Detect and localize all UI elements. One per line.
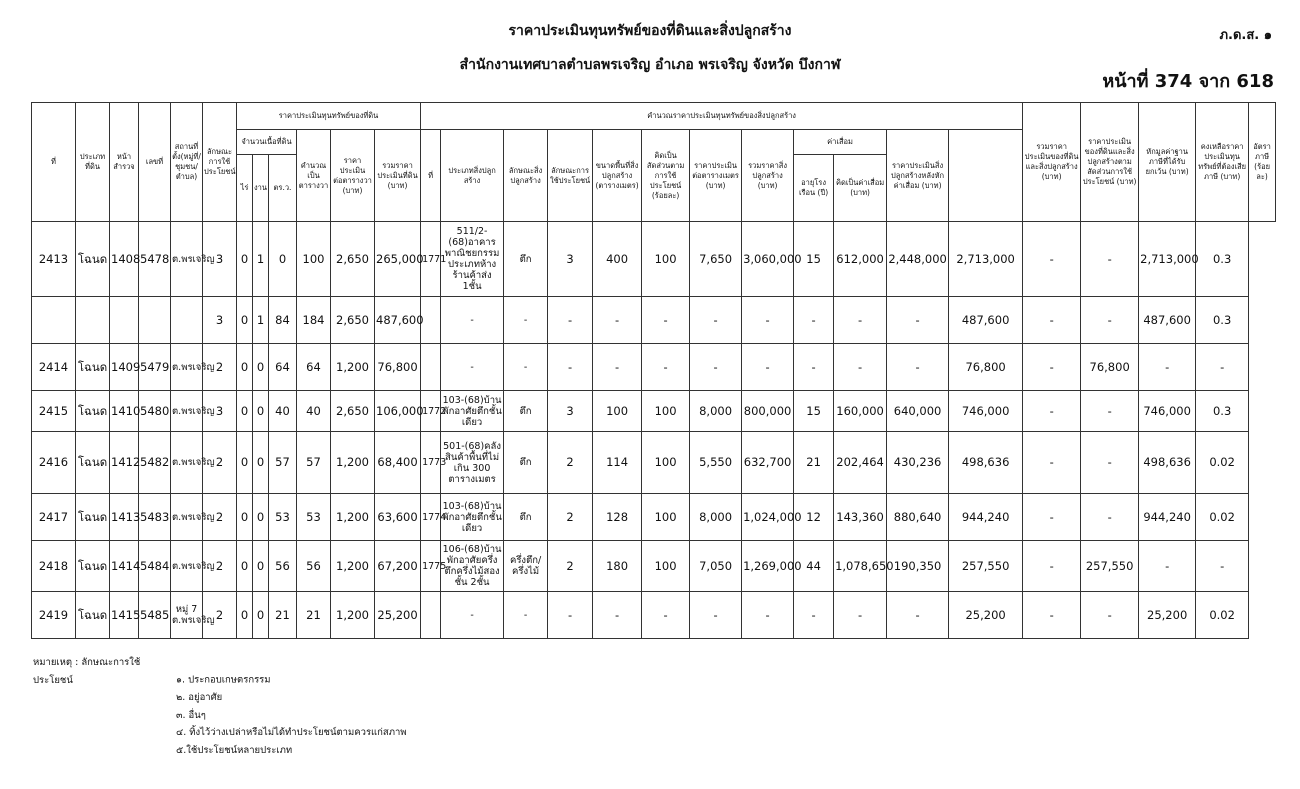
cell-b-price: 8,000 — [690, 391, 742, 432]
cell-prop-value: - — [1023, 541, 1081, 592]
col-header-location: สถานที่ตั้ง(หมู่ที่/ชุมชน/ตำบล) — [171, 103, 203, 222]
cell-no: 2414 — [32, 344, 76, 391]
cell-b-kind: ตึก — [504, 391, 548, 432]
cell-b-type: 501-(68)คลังสินค้าพื้นที่ไม่เกิน 300 ตารางเมตร — [441, 432, 504, 494]
cell-exempt: 76,800 — [1081, 344, 1139, 391]
cell-doc-type: โฉนด — [76, 344, 110, 391]
col-header-land-total: รวมราคาประเมินที่ดิน (บาท) — [375, 130, 421, 222]
cell-land-total: 487,600 — [375, 297, 421, 344]
cell-page — [110, 297, 139, 344]
cell-dep-amount: 160,000 — [834, 391, 887, 432]
cell-number: 5484 — [139, 541, 171, 592]
col-header-page: หน้าสำรวจ — [110, 103, 139, 222]
cell-rai: 0 — [237, 222, 253, 297]
cell-location: หมู่ 7 ต.พรเจริญ — [171, 592, 203, 639]
cell-doc-type: โฉนด — [76, 222, 110, 297]
cell-b-no — [421, 344, 441, 391]
cell-b-ratio: 100 — [642, 391, 690, 432]
notes-label: หมายเหตุ : ลักษณะการใช้ประโยชน์ — [33, 657, 141, 686]
cell-dep-amount: 1,078,650 — [834, 541, 887, 592]
cell-after-dep: - — [887, 344, 949, 391]
cell-b-no: 1775 — [421, 541, 441, 592]
cell-ngan: 0 — [253, 592, 269, 639]
cell-land-price: 2,650 — [331, 391, 375, 432]
cell-land-total: 63,600 — [375, 494, 421, 541]
cell-grand-total: 257,550 — [949, 541, 1023, 592]
cell-no: 2419 — [32, 592, 76, 639]
col-header-prop-value: ราคาประเมินของที่ดินและสิ่งปลูกสร้างตามสัดส่วนการใช้ประโยชน์ (บาท) — [1081, 103, 1139, 222]
cell-no: 2415 — [32, 391, 76, 432]
cell-doc-type: โฉนด — [76, 541, 110, 592]
cell-net: 944,240 — [1139, 494, 1196, 541]
col-header-b-total: รวมราคาสิ่งปลูกสร้าง (บาท) — [742, 130, 794, 222]
cell-b-type: 103-(68)บ้านพักอาศัยตึกชั้นเดียว — [441, 494, 504, 541]
cell-sqwa: 184 — [297, 297, 331, 344]
cell-b-no: 1772 — [421, 391, 441, 432]
cell-exempt: 257,550 — [1081, 541, 1139, 592]
cell-usage: 2 — [203, 432, 237, 494]
cell-page: 1408 — [110, 222, 139, 297]
cell-b-price: 7,650 — [690, 222, 742, 297]
cell-dep-amount: 202,464 — [834, 432, 887, 494]
cell-dep-amount: - — [834, 344, 887, 391]
col-header-doc-type: ประเภทที่ดิน — [76, 103, 110, 222]
cell-b-type: 106-(68)บ้านพักอาศัยครึ่งตึกครึ่งไม้สองชั้น 2ชั้น — [441, 541, 504, 592]
cell-usage: 3 — [203, 297, 237, 344]
cell-age: 44 — [794, 541, 834, 592]
cell-b-kind: - — [504, 297, 548, 344]
cell-rate: 0.02 — [1196, 494, 1249, 541]
table-row — [32, 494, 1276, 541]
office-subtitle: สำนักงานเทศบาลตำบลพรเจริญ อำเภอ พรเจริญ จังหวัด บึงกาฬ — [459, 57, 841, 73]
cell-land-price: 1,200 — [331, 432, 375, 494]
cell-grand-total: 2,713,000 — [949, 222, 1023, 297]
cell-b-total: 3,060,000 — [742, 222, 794, 297]
cell-usage: 2 — [203, 344, 237, 391]
cell-age: 12 — [794, 494, 834, 541]
cell-dep-amount: 612,000 — [834, 222, 887, 297]
cell-b-total: - — [742, 344, 794, 391]
cell-net: 487,600 — [1139, 297, 1196, 344]
cell-net: 498,636 — [1139, 432, 1196, 494]
group-header-area: จำนวนเนื้อที่ดิน — [237, 130, 297, 155]
cell-grand-total: 25,200 — [949, 592, 1023, 639]
cell-b-total: 632,700 — [742, 432, 794, 494]
cell-page: 1409 — [110, 344, 139, 391]
col-header-no: ที่ — [32, 103, 76, 222]
cell-sqwa: 53 — [297, 494, 331, 541]
cell-b-price: - — [690, 344, 742, 391]
col-header-b-size: ขนาดพื้นที่สิ่งปลูกสร้าง (ตารางเมตร) — [593, 130, 642, 222]
cell-b-usage: 2 — [548, 541, 593, 592]
table-row — [32, 344, 1276, 391]
note-item: ๕.ใช้ประโยชน์หลายประเภท — [176, 744, 293, 756]
group-header-land: ราคาประเมินทุนทรัพย์ของที่ดิน — [237, 103, 421, 130]
note-item: ๒. อยู่อาศัย — [176, 692, 223, 703]
cell-number: 5480 — [139, 391, 171, 432]
cell-wa: 40 — [269, 391, 297, 432]
note-item: ๓. อื่นๆ — [176, 709, 206, 721]
cell-number: 5483 — [139, 494, 171, 541]
cell-b-size: 128 — [593, 494, 642, 541]
cell-dep-amount: - — [834, 592, 887, 639]
cell-wa: 64 — [269, 344, 297, 391]
cell-b-ratio: - — [642, 297, 690, 344]
cell-wa: 21 — [269, 592, 297, 639]
cell-b-no: 1771 — [421, 222, 441, 297]
col-header-b-no: ที่ — [421, 130, 441, 222]
form-code: ภ.ด.ส. ๑ — [1219, 28, 1272, 43]
col-header-land-price: ราคาประเมินต่อตารางวา (บาท) — [331, 130, 375, 222]
cell-location — [171, 297, 203, 344]
cell-doc-type: โฉนด — [76, 494, 110, 541]
cell-sqwa: 64 — [297, 344, 331, 391]
table-row — [32, 592, 1276, 639]
cell-exempt: - — [1081, 222, 1139, 297]
document-title: ราคาประเมินทุนทรัพย์ของที่ดินและสิ่งปลูกสร้าง — [508, 23, 792, 39]
cell-b-ratio: - — [642, 344, 690, 391]
cell-location: ต.พรเจริญ — [171, 344, 203, 391]
cell-b-usage: - — [548, 344, 593, 391]
cell-page: 1413 — [110, 494, 139, 541]
col-header-exempt: หักมูลค่าฐานภาษีที่ได้รับยกเว้น (บาท) — [1139, 103, 1196, 222]
cell-doc-type: โฉนด — [76, 592, 110, 639]
cell-b-kind: ตึก — [504, 432, 548, 494]
cell-number: 5482 — [139, 432, 171, 494]
cell-b-kind: ตึก — [504, 222, 548, 297]
cell-b-price: 7,050 — [690, 541, 742, 592]
cell-b-kind: ตึก — [504, 494, 548, 541]
col-header-grand-total: รวมราคาประเมินของที่ดินและสิ่งปลูกสร้าง (บาท) — [1023, 103, 1081, 222]
cell-age: 15 — [794, 391, 834, 432]
cell-b-ratio: 100 — [642, 494, 690, 541]
cell-b-total: 800,000 — [742, 391, 794, 432]
table-row — [32, 297, 1276, 344]
cell-grand-total: 76,800 — [949, 344, 1023, 391]
cell-exempt: - — [1081, 391, 1139, 432]
cell-number: 5479 — [139, 344, 171, 391]
cell-dep-amount: 143,360 — [834, 494, 887, 541]
cell-rate: 0.3 — [1196, 297, 1249, 344]
cell-b-total: 1,269,000 — [742, 541, 794, 592]
cell-page: 1412 — [110, 432, 139, 494]
cell-b-kind: - — [504, 592, 548, 639]
cell-b-total: - — [742, 297, 794, 344]
cell-b-usage: - — [548, 592, 593, 639]
cell-b-usage: 2 — [548, 494, 593, 541]
cell-doc-type — [76, 297, 110, 344]
cell-rate: 0.02 — [1196, 592, 1249, 639]
col-header-rai: ไร่ — [237, 155, 253, 222]
cell-land-total: 67,200 — [375, 541, 421, 592]
cell-no: 2417 — [32, 494, 76, 541]
cell-b-kind: ครึ่งตึก/ครึ่งไม้ — [504, 541, 548, 592]
cell-land-total: 265,000 — [375, 222, 421, 297]
cell-b-type: - — [441, 592, 504, 639]
cell-age: 15 — [794, 222, 834, 297]
cell-rate: - — [1196, 344, 1249, 391]
cell-b-size: 114 — [593, 432, 642, 494]
cell-wa: 56 — [269, 541, 297, 592]
cell-number: 5478 — [139, 222, 171, 297]
col-header-after-dep: ราคาประเมินสิ่งปลูกสร้างหลังหักค่าเสื่อม (บาท) — [887, 130, 949, 222]
cell-b-type: - — [441, 344, 504, 391]
cell-net: 25,200 — [1139, 592, 1196, 639]
cell-prop-value: - — [1023, 494, 1081, 541]
cell-b-usage: 2 — [548, 432, 593, 494]
cell-b-type: - — [441, 297, 504, 344]
cell-land-price: 1,200 — [331, 344, 375, 391]
cell-ngan: 0 — [253, 541, 269, 592]
notes-section — [33, 654, 407, 759]
cell-location: ต.พรเจริญ — [171, 432, 203, 494]
cell-sqwa: 100 — [297, 222, 331, 297]
col-header-b-price: ราคาประเมินต่อตารางเมตร (บาท) — [690, 130, 742, 222]
col-header-age: อายุโรงเรือน (ปี) — [794, 155, 834, 222]
cell-b-size: - — [593, 592, 642, 639]
cell-prop-value: - — [1023, 391, 1081, 432]
cell-b-total: - — [742, 592, 794, 639]
cell-usage: 3 — [203, 391, 237, 432]
cell-net: 746,000 — [1139, 391, 1196, 432]
cell-wa: 0 — [269, 222, 297, 297]
cell-usage: 2 — [203, 494, 237, 541]
cell-grand-total: 487,600 — [949, 297, 1023, 344]
cell-ngan: 0 — [253, 391, 269, 432]
cell-number — [139, 297, 171, 344]
note-item: ๔. ทิ้งไว้ว่างเปล่าหรือไม่ได้ทำประโยชน์ตามควรแก่สภาพ — [176, 727, 407, 738]
cell-b-size: - — [593, 297, 642, 344]
cell-b-ratio: 100 — [642, 222, 690, 297]
note-item: ๑. ประกอบเกษตรกรรม — [176, 674, 271, 686]
col-header-ngan: งาน — [253, 155, 269, 222]
cell-b-price: 5,550 — [690, 432, 742, 494]
cell-sqwa: 40 — [297, 391, 331, 432]
col-header-wa: ตร.ว. — [269, 155, 297, 222]
cell-usage: 2 — [203, 592, 237, 639]
col-header-sqwa: คำนวณเป็นตารางวา — [297, 130, 331, 222]
cell-b-no — [421, 297, 441, 344]
cell-dep-amount: - — [834, 297, 887, 344]
cell-net: - — [1139, 344, 1196, 391]
cell-b-total: 1,024,000 — [742, 494, 794, 541]
cell-land-price: 1,200 — [331, 541, 375, 592]
cell-after-dep: 880,640 — [887, 494, 949, 541]
cell-age: 21 — [794, 432, 834, 494]
cell-exempt: - — [1081, 494, 1139, 541]
cell-page: 1414 — [110, 541, 139, 592]
cell-land-total: 68,400 — [375, 432, 421, 494]
cell-prop-value: - — [1023, 222, 1081, 297]
col-header-b-type: ประเภทสิ่งปลูกสร้าง — [441, 130, 504, 222]
cell-after-dep: 640,000 — [887, 391, 949, 432]
cell-b-kind: - — [504, 344, 548, 391]
cell-after-dep: - — [887, 297, 949, 344]
cell-grand-total: 498,636 — [949, 432, 1023, 494]
cell-b-usage: - — [548, 297, 593, 344]
cell-b-price: 8,000 — [690, 494, 742, 541]
cell-b-type: 103-(68)บ้านพักอาศัยตึกชั้นเดียว — [441, 391, 504, 432]
cell-ngan: 1 — [253, 297, 269, 344]
cell-land-total: 25,200 — [375, 592, 421, 639]
col-header-usage: ลักษณะการใช้ประโยชน์ — [203, 103, 237, 222]
cell-rate: 0.3 — [1196, 391, 1249, 432]
cell-prop-value: - — [1023, 344, 1081, 391]
page-indicator: หน้าที่ 374 จาก 618 — [1102, 71, 1274, 92]
cell-b-no: 1774 — [421, 494, 441, 541]
cell-ngan: 0 — [253, 494, 269, 541]
group-header-depreciation: ค่าเสื่อม — [794, 130, 887, 155]
cell-exempt: - — [1081, 592, 1139, 639]
cell-location: ต.พรเจริญ — [171, 494, 203, 541]
cell-no: 2413 — [32, 222, 76, 297]
cell-after-dep: 430,236 — [887, 432, 949, 494]
cell-b-ratio: - — [642, 592, 690, 639]
cell-net: - — [1139, 541, 1196, 592]
cell-rai: 0 — [237, 494, 253, 541]
group-header-building: คำนวณราคาประเมินทุนทรัพย์ของสิ่งปลูกสร้าง — [421, 103, 1023, 130]
cell-location: ต.พรเจริญ — [171, 391, 203, 432]
cell-after-dep: 190,350 — [887, 541, 949, 592]
table-row — [32, 391, 1276, 432]
cell-prop-value: - — [1023, 432, 1081, 494]
cell-page: 1415 — [110, 592, 139, 639]
cell-exempt: - — [1081, 297, 1139, 344]
cell-land-total: 76,800 — [375, 344, 421, 391]
cell-wa: 53 — [269, 494, 297, 541]
cell-rate: - — [1196, 541, 1249, 592]
cell-doc-type: โฉนด — [76, 432, 110, 494]
cell-sqwa: 21 — [297, 592, 331, 639]
cell-grand-total: 746,000 — [949, 391, 1023, 432]
cell-sqwa: 56 — [297, 541, 331, 592]
cell-sqwa: 57 — [297, 432, 331, 494]
cell-age: - — [794, 297, 834, 344]
cell-b-ratio: 100 — [642, 541, 690, 592]
cell-prop-value: - — [1023, 297, 1081, 344]
cell-age: - — [794, 592, 834, 639]
cell-wa: 84 — [269, 297, 297, 344]
cell-land-price: 1,200 — [331, 494, 375, 541]
table-row — [32, 541, 1276, 592]
col-header-b-usage: ลักษณะการใช้ประโยชน์ — [548, 130, 593, 222]
cell-rai: 0 — [237, 297, 253, 344]
cell-rai: 0 — [237, 432, 253, 494]
cell-land-total: 106,000 — [375, 391, 421, 432]
cell-b-no: 1773 — [421, 432, 441, 494]
table-row — [32, 432, 1276, 494]
cell-ngan: 1 — [253, 222, 269, 297]
cell-page: 1410 — [110, 391, 139, 432]
cell-rai: 0 — [237, 592, 253, 639]
cell-b-size: 400 — [593, 222, 642, 297]
cell-age: - — [794, 344, 834, 391]
cell-location: ต.พรเจริญ — [171, 222, 203, 297]
cell-b-usage: 3 — [548, 222, 593, 297]
col-header-rate: อัตราภาษี (ร้อยละ) — [1249, 103, 1276, 222]
header-row-1 — [32, 103, 1276, 130]
cell-after-dep: - — [887, 592, 949, 639]
cell-number: 5485 — [139, 592, 171, 639]
cell-rai: 0 — [237, 541, 253, 592]
cell-exempt: - — [1081, 432, 1139, 494]
cell-b-price: - — [690, 592, 742, 639]
cell-ngan: 0 — [253, 344, 269, 391]
cell-rate: 0.02 — [1196, 432, 1249, 494]
cell-rai: 0 — [237, 391, 253, 432]
cell-no: 2416 — [32, 432, 76, 494]
cell-usage: 2 — [203, 541, 237, 592]
cell-no: 2418 — [32, 541, 76, 592]
cell-prop-value: - — [1023, 592, 1081, 639]
col-header-b-ratio: คิดเป็นสัดส่วนตามการใช้ประโยชน์ (ร้อยละ) — [642, 130, 690, 222]
cell-net: 2,713,000 — [1139, 222, 1196, 297]
cell-no — [32, 297, 76, 344]
cell-doc-type: โฉนด — [76, 391, 110, 432]
col-header-b-kind: ลักษณะสิ่งปลูกสร้าง — [504, 130, 548, 222]
cell-land-price: 2,650 — [331, 297, 375, 344]
cell-after-dep: 2,448,000 — [887, 222, 949, 297]
table-body — [32, 222, 1276, 639]
cell-b-size: 180 — [593, 541, 642, 592]
assessment-table — [31, 102, 1276, 639]
cell-ngan: 0 — [253, 432, 269, 494]
cell-usage: 3 — [203, 222, 237, 297]
cell-b-usage: 3 — [548, 391, 593, 432]
cell-b-size: - — [593, 344, 642, 391]
col-header-number: เลขที่ — [139, 103, 171, 222]
cell-land-price: 1,200 — [331, 592, 375, 639]
col-header-net: คงเหลือราคาประเมินทุนทรัพย์ที่ต้องเสียภาษี (บาท) — [1196, 103, 1249, 222]
cell-wa: 57 — [269, 432, 297, 494]
cell-rate: 0.3 — [1196, 222, 1249, 297]
cell-land-price: 2,650 — [331, 222, 375, 297]
table-row — [32, 222, 1276, 297]
cell-location: ต.พรเจริญ — [171, 541, 203, 592]
cell-rai: 0 — [237, 344, 253, 391]
col-header-dep-amount: คิดเป็นค่าเสื่อม (บาท) — [834, 155, 887, 222]
cell-b-ratio: 100 — [642, 432, 690, 494]
cell-b-size: 100 — [593, 391, 642, 432]
cell-grand-total: 944,240 — [949, 494, 1023, 541]
cell-b-no — [421, 592, 441, 639]
cell-b-type: 511/2-(68)อาคารพาณิชยกรรมประเภทห้างร้านค้าส่ง 1ชั้น — [441, 222, 504, 297]
cell-b-price: - — [690, 297, 742, 344]
